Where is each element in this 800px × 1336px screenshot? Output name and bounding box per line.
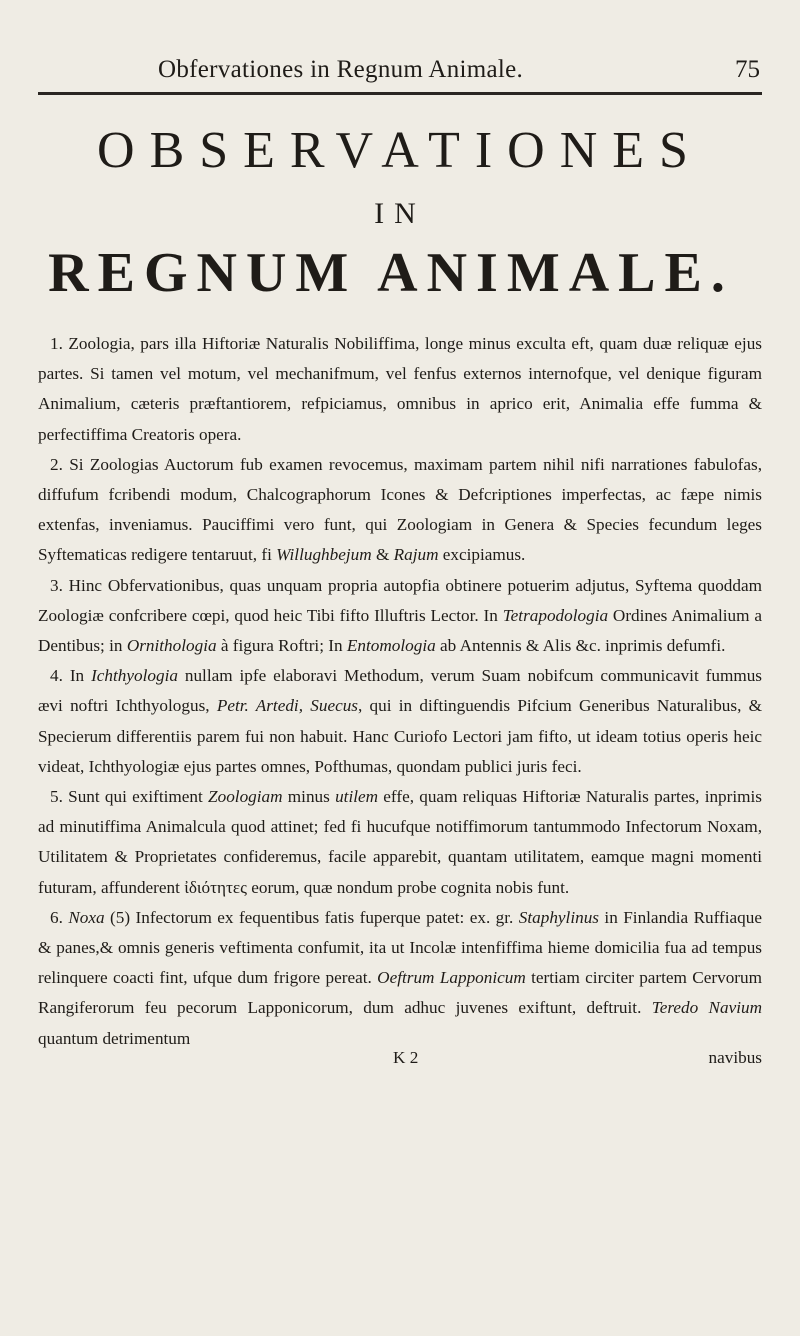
page-number: 75	[735, 56, 760, 83]
italic-term: utilem	[335, 787, 379, 807]
paragraph-2	[38, 450, 762, 571]
paragraph-1	[38, 329, 762, 450]
italic-term: Staphylinus	[518, 907, 599, 927]
running-head	[38, 52, 762, 95]
italic-term: Entomologia	[346, 636, 436, 656]
italic-term: Zoologiam	[208, 787, 283, 807]
page-footer	[38, 1047, 762, 1078]
italic-term: Willughbejum	[276, 545, 372, 565]
text-run: quantum detrimentum	[38, 1028, 191, 1048]
text-run: nullam ipfe elaboravi Methodum, verum Suam nobifcum communicavit fummus ævi noftri Ichthyologus,	[38, 666, 762, 716]
italic-term: Ichthyologia	[91, 666, 178, 686]
chapter-title: OBSERVATIONES	[97, 122, 703, 179]
text-run: &	[371, 545, 394, 565]
italic-term: Teredo Navium	[651, 998, 762, 1018]
text-run: 3. Hinc Obfervationibus, quas unquam propria autopfia obtinere potuerim adjutus, Syftema quoddam Zoologiæ confcribere cœpi, quod heic Tibi fifto Illuftris Lector. In	[38, 575, 762, 625]
paragraph-5	[38, 782, 762, 903]
text-run: (5) Infectorum ex fequentibus fatis fuperque patet: ex. gr.	[104, 907, 519, 927]
text-run: tertiam circiter partem Cervorum Rangiferorum feu pecorum Lapponicorum, dum adhuc juvenes exiftunt, deftruit.	[38, 968, 762, 1018]
text-run: 1. Zoologia, pars illa Hiftoriæ Naturalis Nobiliffima, longe minus exculta eft, quam duæ reliquæ ejus partes. Si tamen vel motum, vel mechanifmum, vel fenfus externos internofque, vel denique figuram Animalium, cæteris præftantiorem, refpiciamus, omnibus in aprico erit, Animalia effe fumma & perfectiffima Creatoris opera.	[38, 334, 762, 444]
catchword: navibus	[708, 1047, 762, 1067]
italic-term: Oeftrum Lapponicum	[377, 968, 526, 988]
chapter-title-in: IN	[374, 197, 426, 230]
italic-term: Ornithologia	[126, 636, 217, 656]
body-text	[38, 329, 762, 1054]
running-title: Obfervationes in Regnum Animale.	[158, 56, 524, 83]
italic-term: Rajum	[393, 545, 439, 565]
text-run: excipiamus.	[438, 545, 526, 565]
italic-term: Tetrapodologia	[502, 605, 609, 625]
text-run: à figura Roftri; In	[216, 636, 347, 656]
paragraph-4	[38, 661, 762, 782]
chapter-title-regnum: REGNUM ANIMALE.	[48, 242, 734, 304]
text-run: 5. Sunt qui exiftiment	[50, 787, 209, 807]
text-run: , qui in diftinguendis Pifcium Generibus Naturalibus, & Specierum differentiis parem fui non habuit. Hanc Curiofo Lectori jam fifto, ut ideam totius operis heic videat, Ichthyologiæ ejus partes omnes, Pofthumas, quondam publici juris feci.	[38, 696, 762, 776]
text-run: in Finlandia Ruffiaque & panes,& omnis generis veftimenta confumit, ita ut Incolæ intenfiffima hieme domicilia fua ad tempus relinquere coacti fint, ufque dum frigore pereat.	[38, 907, 763, 988]
text-run: minus	[282, 787, 336, 807]
text-run: 4. In	[50, 666, 92, 686]
text-run: 2. Si Zoologias Auctorum fub examen revocemus, maximam partem nihil nifi narrationes fabulofas, diffufum fcribendi modum, Chalcographorum Icones & Defcriptiones imperfectas, ac fæpe nimis extenfas, inveniamus. Pauciffimi vero funt, qui Zoologiam in Genera & Species fecundum leges Syftematicas redigere tentaruut, fi	[38, 454, 762, 565]
text-run: effe, quam reliquas Hiftoriæ Naturalis partes, inprimis ad minutiffima Animalcula quod attinet; fed fi hucufque notiffimorum tantummodo Infectorum Noxam, Utilitatem & Proprietates confideremus, facile apparebit, quantam utilitatem, eamque magni momenti futuram, affunderent ἰδιότητες eorum, quæ nondum probe cognita nobis funt.	[38, 787, 762, 897]
text-run: Ordines Animalium a Dentibus; in	[38, 605, 762, 656]
italic-term: Noxa	[68, 907, 105, 927]
text-run: ab Antennis & Alis &c. inprimis defumfi.	[435, 636, 726, 656]
italic-term: Petr. Artedi, Suecus	[216, 696, 358, 716]
signature-mark: K 2	[393, 1047, 419, 1067]
paragraph-3	[38, 571, 762, 662]
text-run: 6.	[50, 907, 69, 927]
paragraph-6	[38, 903, 762, 1054]
